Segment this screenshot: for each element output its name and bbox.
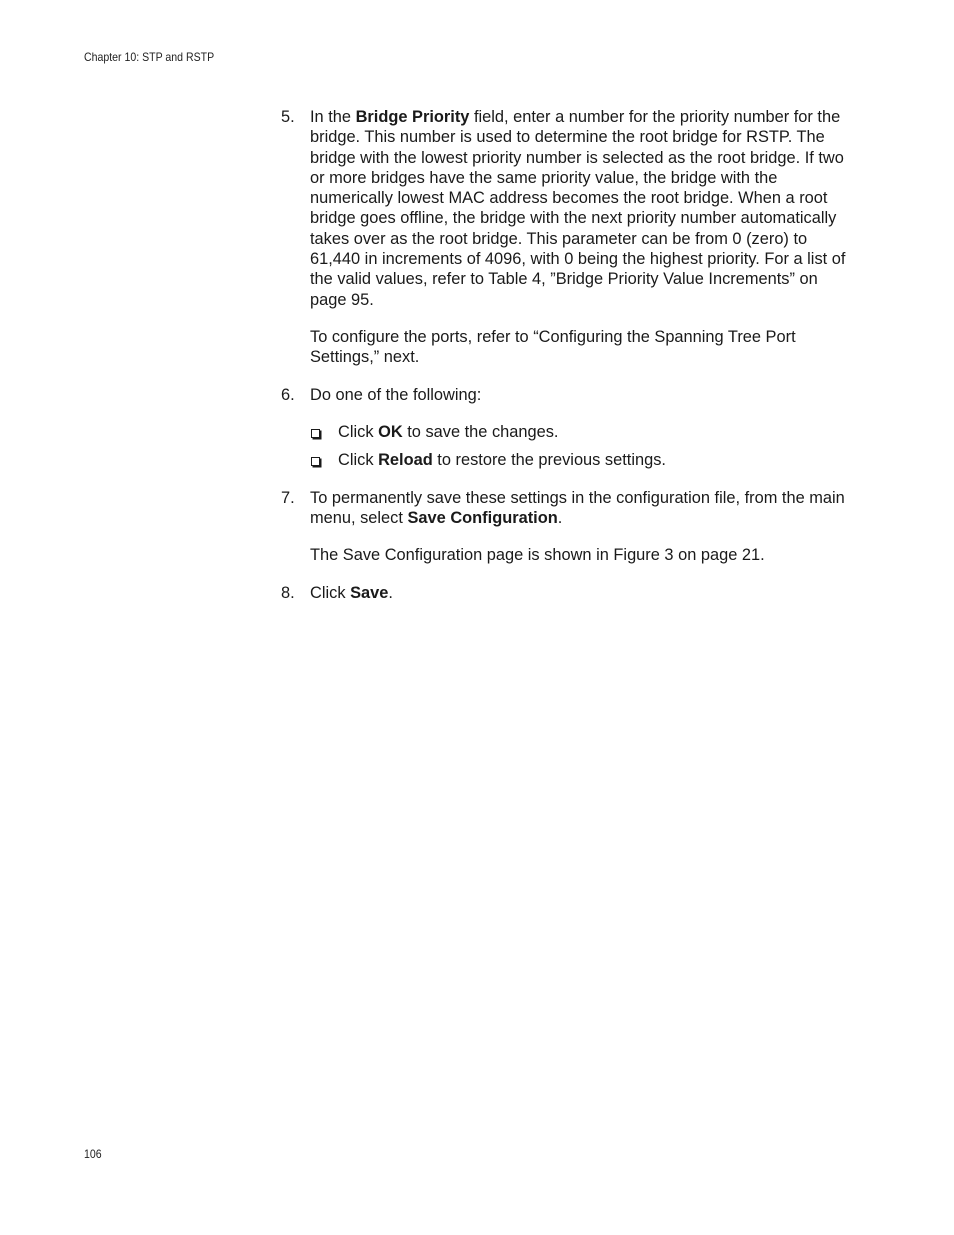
step-5-note: To configure the ports, refer to “Configuring the Spanning Tree Port Settings,” next. [310, 327, 796, 367]
save-term: Save [350, 583, 389, 602]
step-text-part: In the [310, 108, 356, 126]
step-number: 5. [281, 108, 295, 126]
step-5 [281, 107, 851, 310]
option-text: to save the changes. [402, 422, 559, 441]
step-7 [281, 488, 851, 529]
step-7-note: The Save Configuration page is shown in Figure 3 on page 21. [310, 546, 765, 565]
option-text: to restore the previous settings. [432, 450, 666, 469]
step-text: Do one of the following: [310, 385, 482, 404]
step-text [310, 583, 851, 603]
step-text [310, 488, 851, 529]
save-configuration-term: Save Configuration [407, 509, 558, 528]
option-item-reload [310, 450, 851, 478]
option-item-ok [310, 422, 851, 450]
step-8 [281, 583, 851, 603]
checkbox-bullet-icon [311, 429, 320, 438]
page-number: 106 [84, 1147, 102, 1161]
checkbox-bullet-icon [311, 457, 320, 466]
reload-term: Reload [378, 450, 433, 469]
ok-term: OK [378, 422, 403, 441]
running-header: Chapter 10: STP and RSTP [84, 50, 215, 64]
procedure-steps [281, 107, 851, 603]
step-text-part: . [388, 583, 393, 602]
step-text-part: Click [310, 583, 351, 602]
step-text-part: field, enter a number for the priority number for the bridge. This number is used to determine the root bridge for RSTP. The bridge with the lowest priority number is selected as the root bridge. If two or more bridges have the same priority value, the bridge with the numerically lowest MAC address becomes the root bridge. When a root bridge goes offline, the bridge with the next priority number automatically takes over as the root bridge. This parameter can be from 0 (zero) to 61,440 in increments of 4096, with 0 being the highest priority. For a list of the valid values, refer to Table 4, ”Bridge Priority Value Increments” on page 95. [310, 108, 846, 309]
option-list [310, 422, 851, 478]
step-text-part: To permanently save these settings in the configuration file, from the main menu, select [310, 488, 845, 528]
step-text-part: . [557, 509, 563, 528]
step-text [310, 107, 851, 310]
step-number: 7. [281, 488, 295, 507]
step-number: 8. [281, 583, 295, 602]
bridge-priority-term: Bridge Priority [355, 108, 470, 126]
step-number: 6. [281, 385, 295, 404]
step-6 [281, 385, 851, 405]
option-text: Click [338, 422, 379, 441]
option-text: Click [338, 450, 379, 469]
